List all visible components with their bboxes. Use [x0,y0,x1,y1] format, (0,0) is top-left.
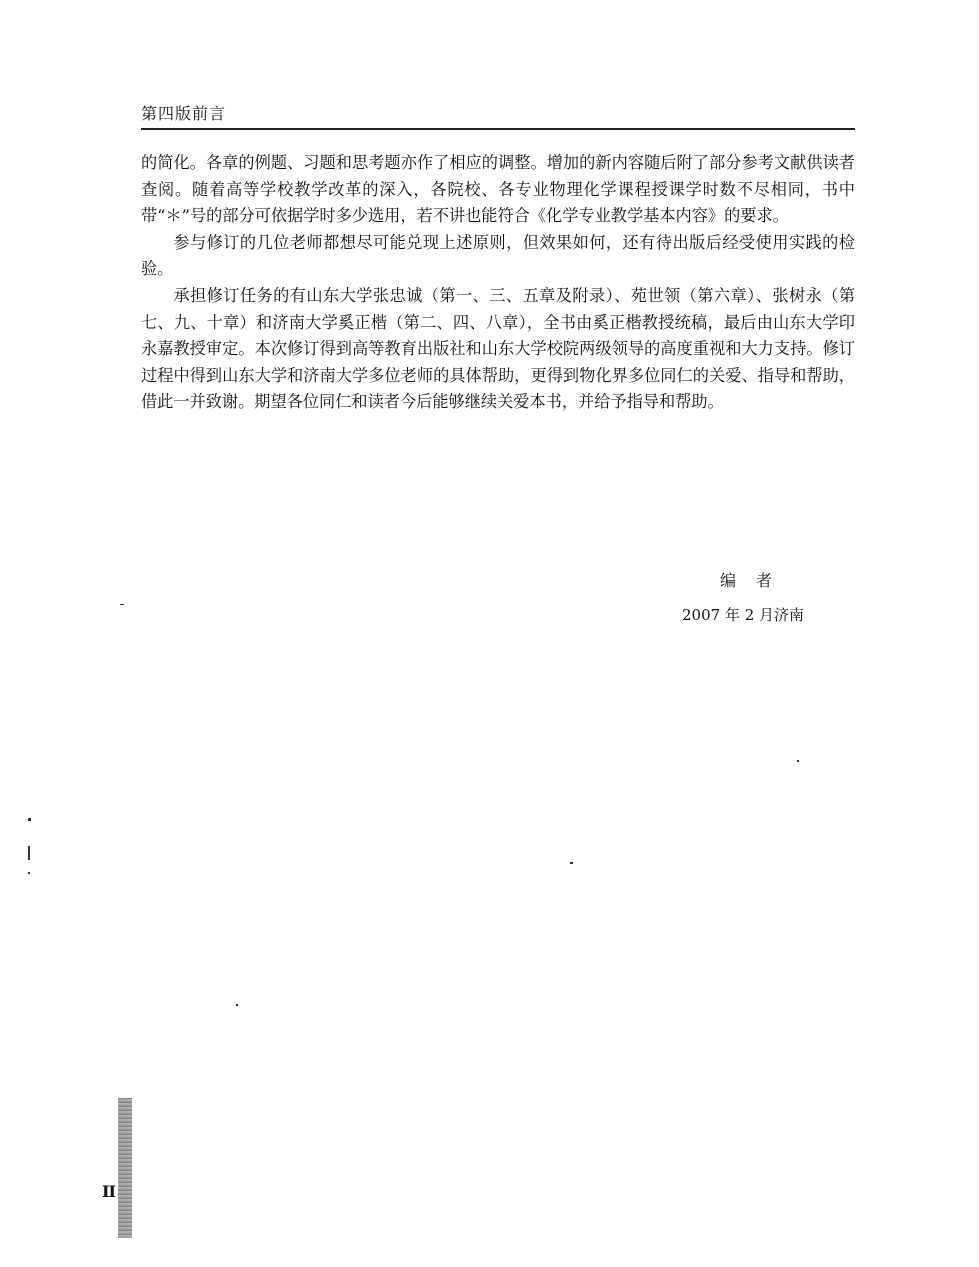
scan-speck [120,604,124,605]
scan-speck [28,818,31,821]
page-number: II [102,1182,115,1201]
signature-author: 编者 [720,571,793,590]
paragraph-acknowledgements: 承担修订任务的有山东大学张忠诚（第一、三、五章及附录）、苑世领（第六章）、张树永（第七、九、十章）和济南大学奚正楷（第二、四、八章），全书由奚正楷教授统稿，最后由山东大学印永嘉教授审定。本次修订得到高等教育出版社和山东大学校院两级领导的高度重视和大力支持。修订过程中得到山东大学和济南大学多位老师的具体帮助，更得到物化界多位同仁的关爱、指导和帮助，借此一并致谢。期望各位同仁和读者今后能够继续关爱本书，并给予指导和帮助。 [141,285,855,412]
running-header-title: 第四版前言 [141,104,227,123]
scan-speck [570,862,573,864]
signature-date-place: 2007 年 2 月济南 [682,606,805,624]
header-rule [141,128,855,130]
paragraph-continuation: 的简化。各章的例题、习题和思考题亦作了相应的调整。增加的新内容随后附了部分参考文献供读者查阅。随着高等学校教学改革的深入，各院校、各专业物理化学课程授课学时数不尽相同，书中带“＊”号的部分可依据学时多少选用，若不讲也能符合《化学专业教学基本内容》的要求。 [141,153,855,226]
scan-speck [797,760,799,762]
body-text [141,150,855,416]
scan-speck [236,1004,238,1006]
book-edge-scan-artifact [118,1098,132,1238]
scan-speck [28,846,30,860]
scan-speck [28,872,30,874]
paragraph-revision-principles: 参与修订的几位老师都想尽可能兑现上述原则，但效果如何，还有待出版后经受使用实践的检验。 [141,232,855,279]
